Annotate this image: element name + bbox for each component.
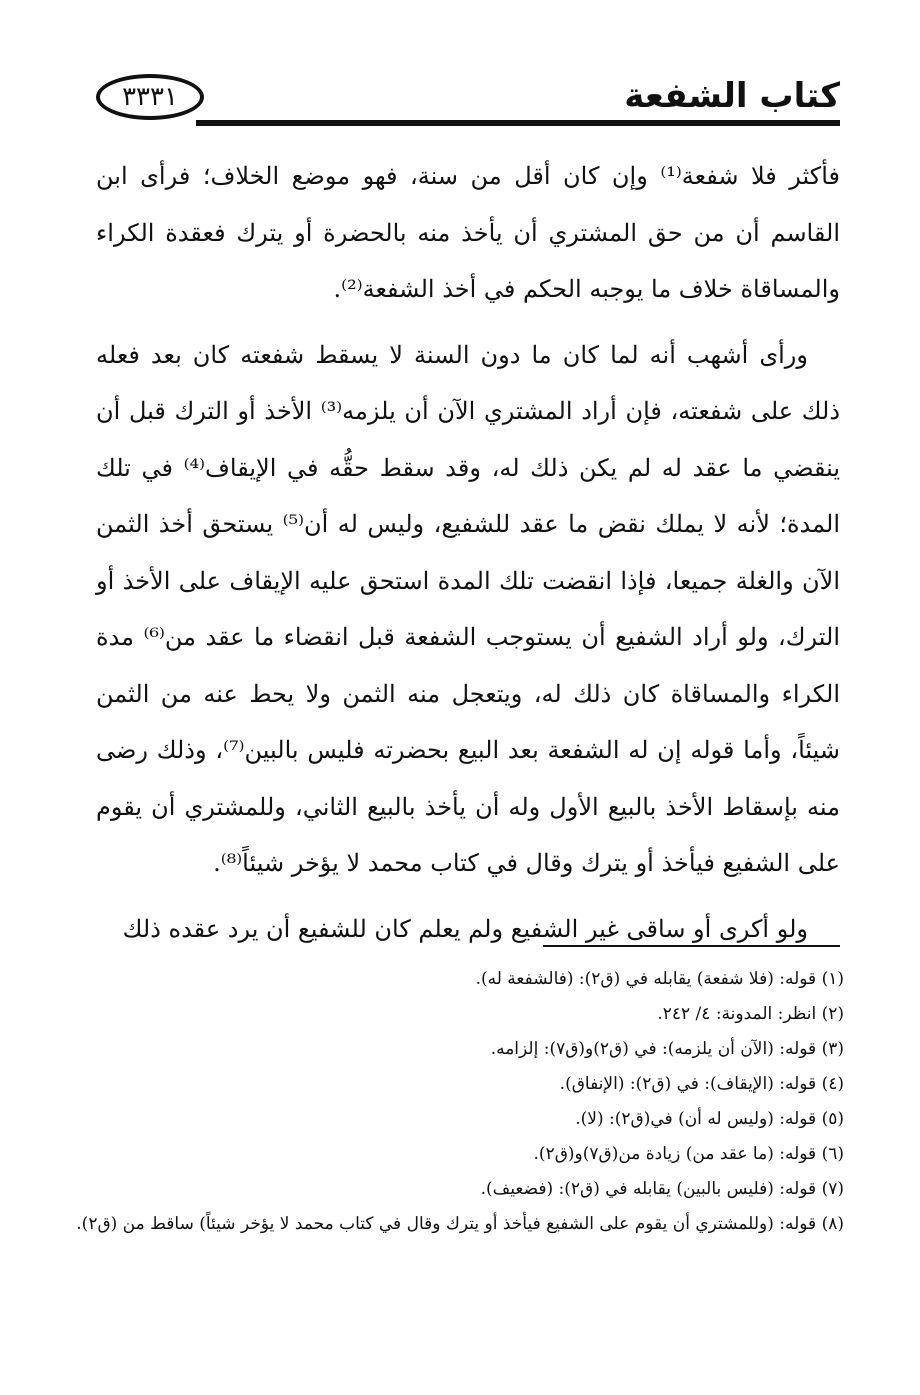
footnote: (٥) قوله: (وليس له أن) في(ق٢): (لا). [575,1109,844,1129]
footnote: (٧) قوله: (فليس بالبين) يقابله في (ق٢): (فضعيف). [480,1179,844,1199]
page-number: ٣٣٣١ [122,82,178,112]
footnote-separator [543,945,840,947]
page-number-badge [96,74,204,120]
paragraph: فأكثر فلا شفعة⁽¹⁾ وإن كان أقل من سنة، فهو موضع الخلاف؛ فرأى ابن القاسم أن من حق المشتري أن يأخذ منه بالحضرة أو يترك فعقدة الكراء والمساقاة خلاف ما يوجبه الحكم في أخذ الشفعة⁽²⁾. [96,162,840,303]
page-header [96,70,840,128]
footnote: (٦) قوله: (ما عقد من) زيادة من(ق٧)و(ق٢). [533,1144,844,1164]
footnotes [70,962,844,1242]
footnote: (٨) قوله: (وللمشتري أن يقوم على الشفيع فيأخذ أو يترك وقال في كتاب محمد لا يؤخر شيئاً) ساقط من (ق٢). [76,1214,844,1234]
footnote: (٣) قوله: (الآن أن يلزمه): في (ق٢)و(ق٧): إلزامه. [490,1039,844,1059]
chapter-title: كتاب الشفعة [624,76,840,116]
paragraph: ورأى أشهب أنه لما كان ما دون السنة لا يسقط شفعته كان بعد فعله ذلك على شفعته، فإن أراد المشتري الآن أن يلزمه⁽³⁾ الأخذ أو الترك قبل أن ينقضي ما عقد له لم يكن ذلك له، وقد سقط حقُّه في الإيقاف⁽⁴⁾ في تلك المدة؛ لأنه لا يملك نقض ما عقد للشفيع، وليس له أن⁽⁵⁾ يستحق أخذ الثمن الآن والغلة جميعا، فإذا انقضت تلك المدة استحق عليه الإيقاف على الأخذ أو الترك، ولو أراد الشفيع أن يستوجب الشفعة قبل انقضاء ما عقد من⁽⁶⁾ مدة الكراء والمساقاة كان ذلك له، ويتعجل منه الثمن ولا يحط عنه من الثمن شيئاً، وأما قوله إن له الشفعة بعد البيع بحضرته فليس بالبين⁽⁷⁾، وذلك رضى منه بإسقاط الأخذ بالبيع الأول وله أن يأخذ بالبيع الثاني، وللمشتري أن يقوم على الشفيع فيأخذ أو يترك وقال في كتاب محمد لا يؤخر شيئاً⁽⁸⁾. [96,340,841,877]
paragraph: ولو أكرى أو ساقى غير الشفيع ولم يعلم كان للشفيع أن يرد عقده ذلك [122,914,808,943]
footnote: (٤) قوله: (الإيقاف): في (ق٢): (الإنفاق). [559,1074,844,1094]
footnote: (٢) انظر: المدونة: ٤/ ٢٤٢. [657,1004,844,1024]
footnote: (١) قوله: (فلا شفعة) يقابله في (ق٢): (فالشفعة له). [475,969,844,989]
main-text [96,148,840,966]
header-rule [196,120,840,126]
